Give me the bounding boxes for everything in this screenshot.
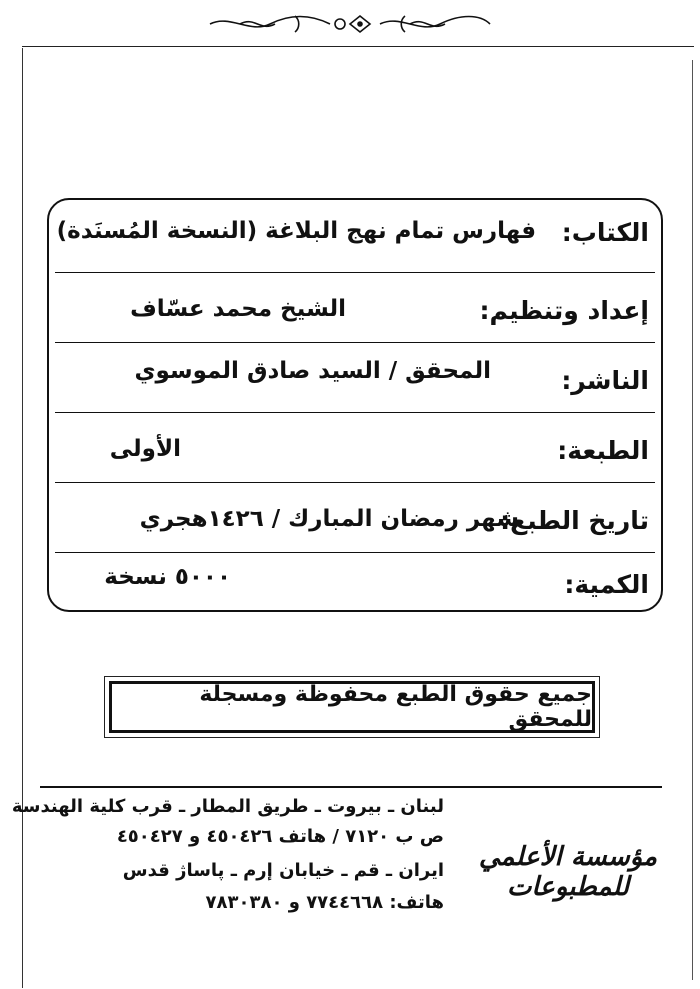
quantity-label: الكمية: <box>564 570 649 599</box>
floral-ornament-icon <box>200 10 500 38</box>
book-title-value: فهارس تمام نهج البلاغة (النسخة المُسنَدة) <box>56 218 536 244</box>
book-title-label: الكتاب: <box>561 218 649 247</box>
left-border-line <box>22 48 23 988</box>
top-border-line <box>22 46 694 47</box>
rights-notice: جميع حقوق الطبع محفوظة ومسجلة للمحقق <box>109 681 595 733</box>
row-divider <box>55 342 655 343</box>
address-line-lebanon: لبنان ـ بيروت ـ طريق المطار ـ قرب كلية الهندسة <box>11 796 444 817</box>
row-divider <box>55 412 655 413</box>
quantity-value: ٥٠٠٠ نسخة <box>104 564 231 590</box>
print-date-value: شهر رمضان المبارك / ١٤٢٦هجري <box>139 506 519 532</box>
print-date-label: تاريخ الطبع: <box>500 506 649 535</box>
prepared-by-label: إعداد وتنظيم: <box>479 296 649 325</box>
prepared-by-value: الشيخ محمد عسّاف <box>130 296 346 322</box>
address-line-iran: ايران ـ قم ـ خيابان إرم ـ پاساژ قدس <box>122 860 444 881</box>
book-info-box <box>47 198 663 612</box>
publisher-logo-text: مؤسسة الأعلمي للمطبوعات <box>478 842 658 902</box>
edition-value: الأولى <box>109 436 181 462</box>
edition-label: الطبعة: <box>557 436 649 465</box>
right-border-line <box>692 60 693 980</box>
row-divider <box>55 482 655 483</box>
footer-divider <box>40 786 662 788</box>
publisher-value: المحقق / السيد صادق الموسوي <box>134 358 491 384</box>
publisher-label: الناشر: <box>561 366 649 395</box>
row-divider <box>55 272 655 273</box>
address-line-phone: هاتف: ٧٧٤٤٦٦٨ و ٧٨٣٠٣٨٠ <box>205 892 444 913</box>
address-line-pobox: ص ب ٧١٢٠ / هاتف ٤٥٠٤٢٦ و ٤٥٠٤٢٧ <box>116 826 444 847</box>
rights-notice-frame <box>104 676 600 738</box>
row-divider <box>55 552 655 553</box>
